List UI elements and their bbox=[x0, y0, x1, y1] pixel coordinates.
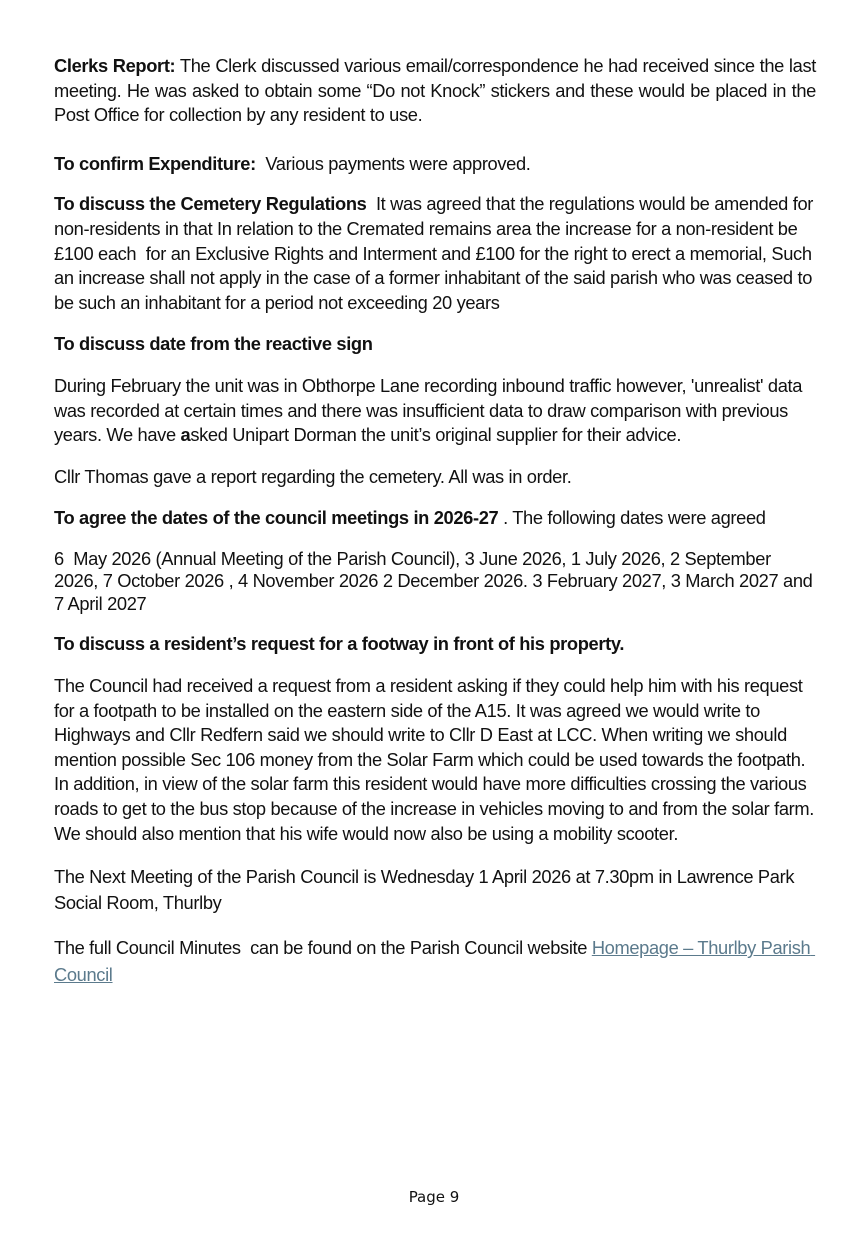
reactive-sign-heading: To discuss date from the reactive sign bbox=[54, 333, 373, 355]
footway-heading: To discuss a resident’s request for a footway in front of his property. bbox=[54, 633, 625, 655]
next-meeting-paragraph: The Next Meeting of the Parish Council is Wednesday 1 April 2026 at 7.30pm in Lawrence Park Social Room, Thurlby bbox=[54, 866, 795, 914]
homepage-link[interactable]: Homepage – Thurlby Parish Council bbox=[54, 937, 816, 986]
reactive-sign-bold-letter: a bbox=[180, 424, 191, 446]
reactive-sign-text-1: During February the unit was in Obthorpe Lane recording inbound traffic however, 'unrealist' data was recorded at certain times and there was insufficient data to draw comparison with previous years. We have bbox=[54, 374, 803, 446]
cemetery-regulations-text: It was agreed that the regulations would be amended for non-residents in that In relation to the Cremated remains area the increase for a non-resident be £100 each for an Exclusive Rights and Interment and £100 for the right to erect a memorial, Such an increase shall not apply in the case of a former inhabitant of the said parish who was ceased to be such an inhabitant for a period not exceeding 20 years bbox=[54, 193, 818, 313]
document-page bbox=[54, 54, 816, 988]
full-minutes-paragraph bbox=[54, 934, 816, 988]
reactive-sign-heading-paragraph bbox=[54, 332, 816, 357]
clerks-report-text: The Clerk discussed various email/correspondence he had received since the last meeting. He was asked to obtain some “Do not Knock” stickers and these would be placed in the Post Office for collection by any resident to use. bbox=[54, 55, 816, 126]
cemetery-report-paragraph: Cllr Thomas gave a report regarding the cemetery. All was in order. bbox=[54, 465, 572, 487]
meeting-dates-heading: To agree the dates of the council meetings in 2026-27 bbox=[54, 507, 499, 529]
footway-heading-paragraph bbox=[54, 632, 816, 657]
expenditure-paragraph bbox=[54, 152, 816, 177]
clerks-report-heading: Clerks Report: bbox=[54, 55, 176, 76]
reactive-sign-paragraph bbox=[54, 374, 816, 448]
cemetery-regulations-paragraph bbox=[54, 192, 816, 315]
meeting-dates-list: 6 May 2026 (Annual Meeting of the Parish Council), 3 June 2026, 1 July 2026, 2 September 2026, 7 October 2026 , 4 November 2026 2 December 2026. 3 February 2027, 3 March 2027 and 7 April 2027 bbox=[54, 547, 818, 614]
expenditure-text: Various payments were approved. bbox=[255, 152, 531, 174]
full-minutes-text: The full Council Minutes can be found on the Parish Council website bbox=[54, 937, 592, 959]
meeting-dates-paragraph bbox=[54, 506, 816, 531]
meeting-dates-text: . The following dates were agreed bbox=[498, 507, 766, 529]
cemetery-regulations-heading: To discuss the Cemetery Regulations bbox=[54, 193, 367, 215]
expenditure-heading: To confirm Expenditure: bbox=[54, 152, 256, 174]
footway-paragraph: The Council had received a request from a resident asking if they could help him with his request for a footpath to be installed on the eastern side of the A15. It was agreed we would write to Highways and Cllr Redfern said we should write to Cllr D East at LCC. When writing we should mention possible Sec 106 money from the Solar Farm which could be used towards the footpath. In addition, in view of the solar farm this resident would have more difficulties crossing the various roads to get to the bus stop because of the increase in vehicles moving to and from the solar farm. We should also mention that his wife would now also be using a mobility scooter. bbox=[54, 675, 815, 844]
reactive-sign-text-2: sked Unipart Dorman the unit’s original supplier for their advice. bbox=[190, 424, 682, 446]
page-number: Page 9 bbox=[408, 1188, 460, 1206]
clerks-report-paragraph bbox=[54, 54, 816, 128]
